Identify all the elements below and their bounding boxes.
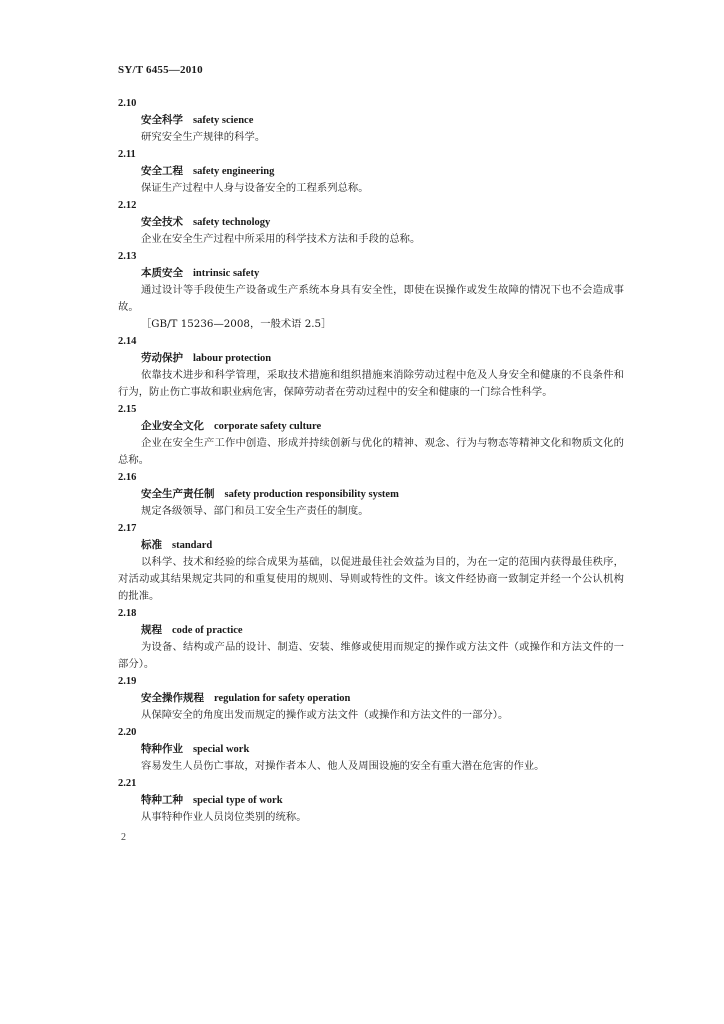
term-heading: [118, 112, 624, 129]
terms-list: [118, 95, 624, 826]
clause-number: 2.17: [118, 523, 137, 534]
term-zh: 本质安全: [141, 267, 183, 279]
term-definition: 规定各级领导、部门和员工安全生产责任的制度。: [141, 505, 369, 517]
term-definition: 保证生产过程中人身与设备安全的工程系列总称。: [141, 182, 369, 194]
term-definition: 企业在安全生产过程中所采用的科学技术方法和手段的总称。: [141, 233, 421, 245]
term-source-reference: ［GB/T 15236—2008，一般术语 2.5］: [141, 318, 332, 330]
term-definition: 从事特种作业人员岗位类别的统称。: [141, 811, 307, 823]
page-number: 2: [121, 832, 126, 843]
term-definition: 为设备、结构或产品的设计、制造、安装、维修或使用而规定的操作或方法文件（或操作和方法文件的一部分）。: [118, 641, 624, 670]
clause-number: 2.20: [118, 727, 137, 738]
term-heading: [118, 486, 624, 503]
clause-number: 2.21: [118, 778, 137, 789]
term-en: safety engineering: [193, 166, 275, 177]
clause-number: 2.18: [118, 608, 137, 619]
term-en: corporate safety culture: [214, 421, 322, 432]
term-en: safety production responsibility system: [224, 489, 399, 500]
term-entry: [118, 469, 624, 520]
clause-number: 2.14: [118, 336, 137, 347]
clause-number: 2.10: [118, 98, 137, 109]
clause-number: 2.12: [118, 200, 137, 211]
term-heading: [118, 418, 624, 435]
term-en: safety science: [193, 115, 254, 126]
term-entry: [118, 605, 624, 673]
term-heading: [118, 741, 624, 758]
term-entry: [118, 724, 624, 775]
term-heading: [118, 265, 624, 282]
term-definition: 企业在安全生产工作中创造、形成并持续创新与优化的精神、观念、行为与物态等精神文化和物质文化的总称。: [118, 437, 624, 466]
term-definition: 研究安全生产规律的科学。: [141, 131, 266, 143]
term-zh: 特种作业: [141, 743, 183, 755]
term-entry: [118, 775, 624, 826]
clause-number: 2.13: [118, 251, 137, 262]
term-heading: [118, 792, 624, 809]
term-entry: [118, 146, 624, 197]
term-definition: 通过设计等手段使生产设备或生产系统本身具有安全性，即使在误操作或发生故障的情况下也不会造成事故。: [118, 284, 624, 313]
term-entry: [118, 95, 624, 146]
term-heading: [118, 350, 624, 367]
clause-number: 2.11: [118, 149, 136, 160]
term-zh: 规程: [141, 624, 162, 636]
term-en: labour protection: [193, 353, 272, 364]
term-entry: [118, 333, 624, 401]
term-entry: [118, 673, 624, 724]
term-heading: [118, 690, 624, 707]
term-en: special work: [193, 744, 250, 755]
standard-code-header: SY/T 6455—2010: [118, 64, 203, 76]
term-zh: 安全工程: [141, 165, 183, 177]
term-zh: 安全操作规程: [141, 692, 204, 704]
term-en: regulation for safety operation: [214, 693, 351, 704]
term-definition: 以科学、技术和经验的综合成果为基础，以促进最佳社会效益为目的，为在一定的范围内获得最佳秩序，对活动或其结果规定共同的和重复使用的规则、导则或特性的文件。该文件经协商一致制定并经一个公认机构的批准。: [118, 556, 624, 602]
term-definition: 容易发生人员伤亡事故，对操作者本人、他人及周围设施的安全有重大潜在危害的作业。: [141, 760, 545, 772]
term-zh: 企业安全文化: [141, 420, 204, 432]
term-entry: [118, 197, 624, 248]
term-entry: [118, 520, 624, 605]
term-entry: [118, 401, 624, 469]
clause-number: 2.16: [118, 472, 137, 483]
clause-number: 2.19: [118, 676, 137, 687]
term-en: special type of work: [193, 795, 283, 806]
term-en: standard: [172, 540, 213, 551]
term-heading: [118, 163, 624, 180]
term-zh: 安全科学: [141, 114, 183, 126]
term-zh: 特种工种: [141, 794, 183, 806]
term-zh: 安全技术: [141, 216, 183, 228]
term-definition: 从保障安全的角度出发而规定的操作或方法文件（或操作和方法文件的一部分）。: [141, 709, 509, 721]
term-definition: 依靠技术进步和科学管理，采取技术措施和组织措施来消除劳动过程中危及人身安全和健康的不良条件和行为，防止伤亡事故和职业病危害，保障劳动者在劳动过程中的安全和健康的一门综合性科学。: [118, 369, 624, 398]
term-zh: 劳动保护: [141, 352, 183, 364]
term-entry: [118, 248, 624, 333]
clause-number: 2.15: [118, 404, 137, 415]
term-zh: 标准: [141, 539, 162, 551]
term-en: intrinsic safety: [193, 268, 260, 279]
term-heading: [118, 537, 624, 554]
term-heading: [118, 622, 624, 639]
term-heading: [118, 214, 624, 231]
term-zh: 安全生产责任制: [141, 488, 215, 500]
term-en: code of practice: [172, 625, 243, 636]
term-en: safety technology: [193, 217, 271, 228]
